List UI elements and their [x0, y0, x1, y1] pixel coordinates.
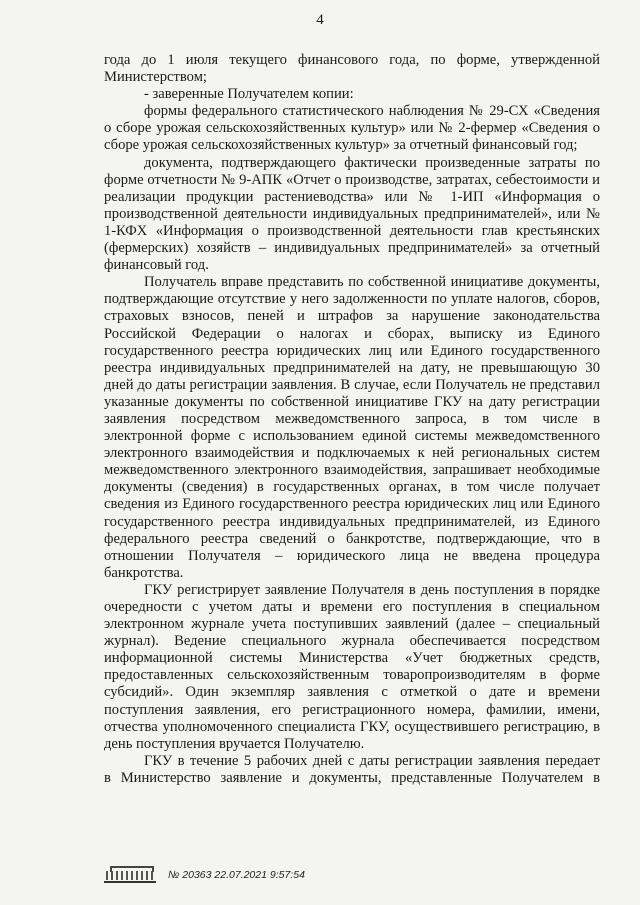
page-footer: [104, 864, 404, 886]
paragraph: ГКУ в течение 5 рабочих дней с даты регистрации заявления передает: [144, 752, 600, 769]
registration-stamp: № 20363 22.07.2021 9:57:54: [168, 869, 305, 881]
paragraph: ГКУ регистрирует заявление Получателя в день поступления в порядке очередности с учетом даты и времени его поступления в специальном электронном журнале учета поступивших заявлений (далее – специальный журнал). Ведение специального журнала обеспечивается посредством информационной системы Министерства «Учет бюджетных средств, предоставленных сельскохозяйственным товаропроизводителям в форме субсидий». Один экземпляр заявления с отметкой о дате и времени поступления заявления, его регистрационного номера, фамилии, имени, отчества уполномоченного специалиста ГКУ, осуществившего регистрацию, в день поступления вручается Получателю.: [104, 581, 600, 752]
paragraph: Министерством;: [104, 69, 207, 86]
document-body: [104, 52, 600, 787]
paragraph: формы федерального статистического наблюдения № 29-СХ «Сведения о сборе урожая сельскохозяйственных культур» или № 2-фермер «Сведения о сборе урожая сельскохозяйственных культур» за отчетный финансовый год;: [104, 103, 600, 154]
paragraph: документа, подтверждающего фактически произведенные затраты по форме отчетности № 9-АПК «Отчет о производстве, затратах, себестоимости и реализации продукции растениеводства» или № 1-ИП «Информация о производственной деятельности индивидуальных предпринимателей», или № 1-КФХ «Информация о производственной деятельности глав крестьянских (фермерских) хозяйств – индивидуальных предпринимателей» за отчетный финансовый год.: [104, 154, 600, 274]
paragraph: Получатель вправе представить по собственной инициативе документы, подтверждающие отсутствие у него задолженности по уплате налогов, сборов, страховых взносов, пеней и штрафов за нарушение законодательства Российской Федерации о налогах и сборах, выписку из Единого государственного реестра юридических лиц или Единого государственного реестра индивидуальных предпринимателей на дату, не превышающую 30 дней до даты регистрации заявления. В случае, если Получатель не представил указанные документы по собственной инициативе ГКУ на дату регистрации заявления посредством межведомственного запроса, в том числе в электронной форме с использованием единой системы межведомственного электронного взаимодействия и подключаемых к ней региональных систем межведомственного электронного взаимодействия, запрашивает необходимые документы (сведения) в государственных органах, в том числе получает сведения из Единого государственного реестра юридических лиц или Единого государственного реестра индивидуальных предпринимателей, из Единого федерального реестра сведений о банкротстве, подтверждающие, что в отношении Получателя – юридического лица не введена процедура банкротства.: [104, 274, 600, 581]
government-building-logo-icon: [104, 866, 156, 884]
paragraph: года до 1 июля текущего финансового года, по форме, утвержденной: [104, 52, 600, 68]
paragraph: в Министерство заявление и документы, представленные Получателем в: [104, 769, 600, 786]
page-number: 4: [316, 12, 324, 28]
paragraph: - заверенные Получателем копии:: [144, 86, 354, 103]
